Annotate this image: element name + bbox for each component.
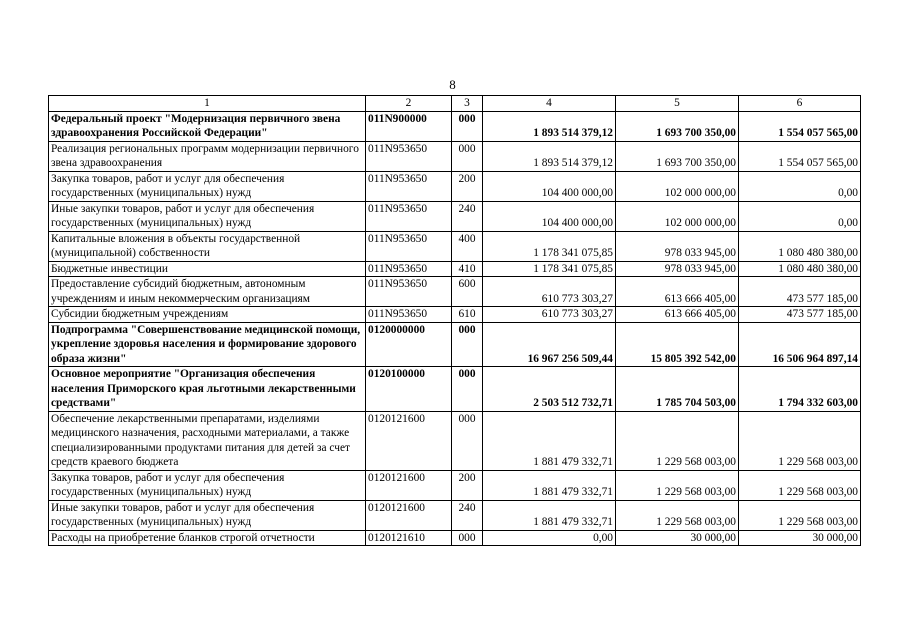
row-code-cell: 0120121600 bbox=[366, 470, 452, 500]
row-amount-col6-cell: 1 229 568 003,00 bbox=[739, 411, 861, 470]
row-expense-type-cell: 000 bbox=[452, 367, 483, 412]
header-cell: 5 bbox=[616, 96, 739, 112]
row-code-cell: 0120121600 bbox=[366, 500, 452, 530]
row-amount-col4-cell: 1 881 479 332,71 bbox=[483, 470, 616, 500]
header-cell: 2 bbox=[366, 96, 452, 112]
row-name-cell: Капитальные вложения в объекты государственной (муниципальной) собственности bbox=[49, 231, 366, 261]
row-name-cell: Расходы на приобретение бланков строгой отчетности bbox=[49, 530, 366, 546]
row-name-cell: Закупка товаров, работ и услуг для обеспечения государственных (муниципальных) нужд bbox=[49, 171, 366, 201]
row-amount-col4-cell: 16 967 256 509,44 bbox=[483, 322, 616, 367]
row-amount-col4-cell: 1 893 514 379,12 bbox=[483, 111, 616, 141]
row-code-cell: 011N953650 bbox=[366, 201, 452, 231]
row-amount-col4-cell: 1 178 341 075,85 bbox=[483, 231, 616, 261]
row-amount-col6-cell: 1 794 332 603,00 bbox=[739, 367, 861, 412]
row-name-cell: Предоставление субсидий бюджетным, автономным учреждениям и иным некоммерческим организациям bbox=[49, 277, 366, 307]
row-amount-col5-cell: 1 229 568 003,00 bbox=[616, 411, 739, 470]
table-row bbox=[49, 261, 861, 277]
row-amount-col4-cell: 104 400 000,00 bbox=[483, 171, 616, 201]
row-name-cell: Иные закупки товаров, работ и услуг для обеспечения государственных (муниципальных) нужд bbox=[49, 500, 366, 530]
row-code-cell: 011N953650 bbox=[366, 171, 452, 201]
row-amount-col5-cell: 978 033 945,00 bbox=[616, 231, 739, 261]
table-row bbox=[49, 111, 861, 141]
row-amount-col4-cell: 610 773 303,27 bbox=[483, 277, 616, 307]
row-name-cell: Подпрограмма "Совершенствование медицинской помощи, укрепление здоровья населения и формирование здорового образа жизни" bbox=[49, 322, 366, 367]
table-row bbox=[49, 231, 861, 261]
row-code-cell: 0120100000 bbox=[366, 367, 452, 412]
row-expense-type-cell: 240 bbox=[452, 500, 483, 530]
row-expense-type-cell: 200 bbox=[452, 171, 483, 201]
header-cell: 3 bbox=[452, 96, 483, 112]
header-row bbox=[49, 96, 861, 112]
row-name-cell: Иные закупки товаров, работ и услуг для обеспечения государственных (муниципальных) нужд bbox=[49, 201, 366, 231]
row-amount-col6-cell: 0,00 bbox=[739, 171, 861, 201]
row-name-cell: Бюджетные инвестиции bbox=[49, 261, 366, 277]
row-amount-col6-cell: 1 229 568 003,00 bbox=[739, 500, 861, 530]
row-amount-col4-cell: 0,00 bbox=[483, 530, 616, 546]
row-amount-col5-cell: 102 000 000,00 bbox=[616, 171, 739, 201]
row-expense-type-cell: 000 bbox=[452, 530, 483, 546]
row-amount-col5-cell: 1 229 568 003,00 bbox=[616, 470, 739, 500]
budget-table bbox=[48, 95, 861, 546]
row-amount-col5-cell: 1 693 700 350,00 bbox=[616, 141, 739, 171]
header-cell: 6 bbox=[739, 96, 861, 112]
table-row bbox=[49, 470, 861, 500]
row-amount-col5-cell: 1 785 704 503,00 bbox=[616, 367, 739, 412]
row-amount-col6-cell: 16 506 964 897,14 bbox=[739, 322, 861, 367]
row-name-cell: Субсидии бюджетным учреждениям bbox=[49, 307, 366, 323]
table-row bbox=[49, 201, 861, 231]
row-name-cell: Основное мероприятие "Организация обеспечения населения Приморского края льготными лекарственными средствами" bbox=[49, 367, 366, 412]
budget-table-body bbox=[49, 96, 861, 546]
row-amount-col6-cell: 473 577 185,00 bbox=[739, 307, 861, 323]
table-row bbox=[49, 322, 861, 367]
row-name-cell: Закупка товаров, работ и услуг для обеспечения государственных (муниципальных) нужд bbox=[49, 470, 366, 500]
page-number: 8 bbox=[449, 77, 456, 92]
row-amount-col4-cell: 610 773 303,27 bbox=[483, 307, 616, 323]
row-code-cell: 0120000000 bbox=[366, 322, 452, 367]
row-amount-col6-cell: 1 554 057 565,00 bbox=[739, 111, 861, 141]
row-amount-col6-cell: 1 554 057 565,00 bbox=[739, 141, 861, 171]
table-row bbox=[49, 411, 861, 470]
row-code-cell: 011N953650 bbox=[366, 261, 452, 277]
row-amount-col6-cell: 1 080 480 380,00 bbox=[739, 261, 861, 277]
row-amount-col4-cell: 1 178 341 075,85 bbox=[483, 261, 616, 277]
row-expense-type-cell: 400 bbox=[452, 231, 483, 261]
row-amount-col5-cell: 978 033 945,00 bbox=[616, 261, 739, 277]
header-cell: 4 bbox=[483, 96, 616, 112]
row-amount-col5-cell: 1 693 700 350,00 bbox=[616, 111, 739, 141]
row-code-cell: 011N953650 bbox=[366, 231, 452, 261]
table-row bbox=[49, 277, 861, 307]
row-amount-col6-cell: 1 229 568 003,00 bbox=[739, 470, 861, 500]
table-row bbox=[49, 307, 861, 323]
row-amount-col4-cell: 1 893 514 379,12 bbox=[483, 141, 616, 171]
row-amount-col4-cell: 1 881 479 332,71 bbox=[483, 411, 616, 470]
table-row bbox=[49, 530, 861, 546]
row-name-cell: Федеральный проект "Модернизация первичного звена здравоохранения Российской Федерации" bbox=[49, 111, 366, 141]
row-name-cell: Реализация региональных программ модернизации первичного звена здравоохранения bbox=[49, 141, 366, 171]
row-expense-type-cell: 410 bbox=[452, 261, 483, 277]
row-code-cell: 011N953650 bbox=[366, 277, 452, 307]
row-amount-col5-cell: 15 805 392 542,00 bbox=[616, 322, 739, 367]
row-expense-type-cell: 000 bbox=[452, 111, 483, 141]
row-expense-type-cell: 610 bbox=[452, 307, 483, 323]
table-row bbox=[49, 171, 861, 201]
row-code-cell: 011N953650 bbox=[366, 307, 452, 323]
row-amount-col5-cell: 102 000 000,00 bbox=[616, 201, 739, 231]
row-code-cell: 0120121610 bbox=[366, 530, 452, 546]
row-amount-col4-cell: 104 400 000,00 bbox=[483, 201, 616, 231]
row-amount-col4-cell: 1 881 479 332,71 bbox=[483, 500, 616, 530]
row-code-cell: 0120121600 bbox=[366, 411, 452, 470]
row-expense-type-cell: 000 bbox=[452, 141, 483, 171]
table-row bbox=[49, 367, 861, 412]
row-amount-col6-cell: 30 000,00 bbox=[739, 530, 861, 546]
table-row bbox=[49, 500, 861, 530]
row-name-cell: Обеспечение лекарственными препаратами, изделиями медицинского назначения, расходными материалами, а также специализированными продуктами питания для детей за счет средств краевого бюджета bbox=[49, 411, 366, 470]
header-cell: 1 bbox=[49, 96, 366, 112]
row-amount-col6-cell: 1 080 480 380,00 bbox=[739, 231, 861, 261]
row-amount-col5-cell: 30 000,00 bbox=[616, 530, 739, 546]
row-amount-col6-cell: 0,00 bbox=[739, 201, 861, 231]
table-row bbox=[49, 141, 861, 171]
row-amount-col5-cell: 1 229 568 003,00 bbox=[616, 500, 739, 530]
row-amount-col5-cell: 613 666 405,00 bbox=[616, 277, 739, 307]
row-expense-type-cell: 000 bbox=[452, 322, 483, 367]
row-expense-type-cell: 600 bbox=[452, 277, 483, 307]
row-expense-type-cell: 240 bbox=[452, 201, 483, 231]
row-code-cell: 011N900000 bbox=[366, 111, 452, 141]
row-code-cell: 011N953650 bbox=[366, 141, 452, 171]
row-expense-type-cell: 200 bbox=[452, 470, 483, 500]
row-amount-col5-cell: 613 666 405,00 bbox=[616, 307, 739, 323]
row-amount-col4-cell: 2 503 512 732,71 bbox=[483, 367, 616, 412]
row-expense-type-cell: 000 bbox=[452, 411, 483, 470]
row-amount-col6-cell: 473 577 185,00 bbox=[739, 277, 861, 307]
